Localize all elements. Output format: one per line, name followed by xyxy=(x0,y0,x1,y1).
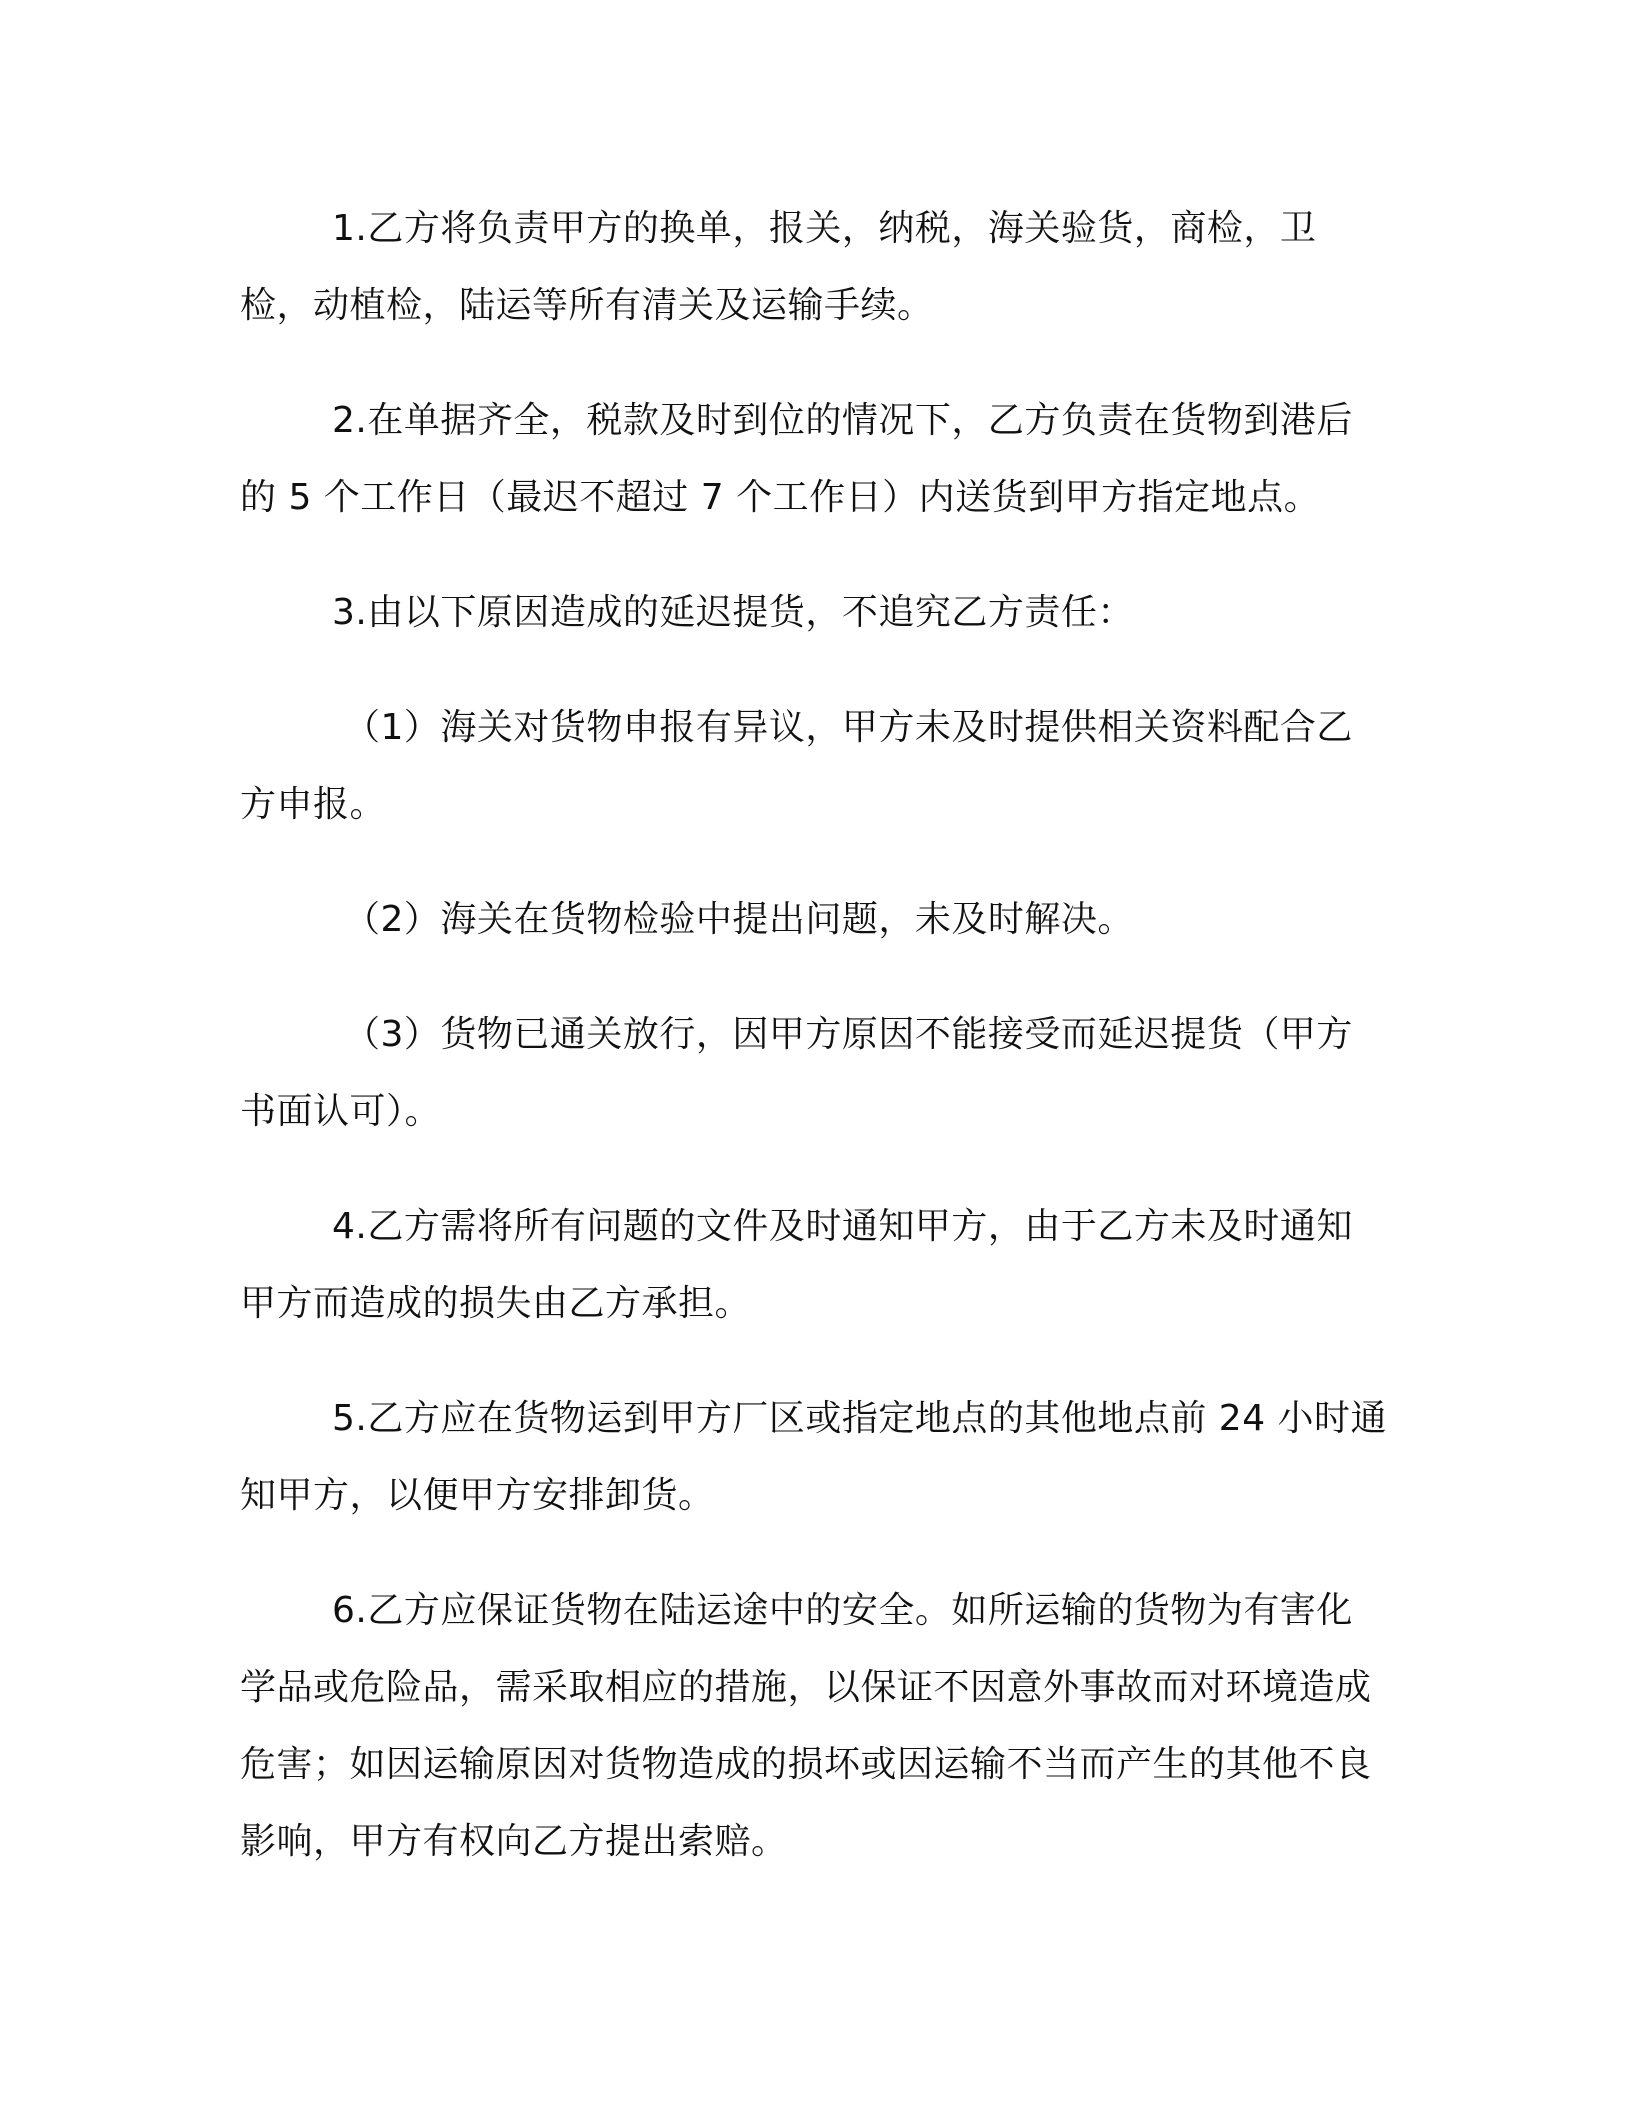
clause-2: 2.在单据齐全，税款及时到位的情况下，乙方负责在货物到港后的 5 个工作日（最迟不超过 7 个工作日）内送货到甲方指定地点。 xyxy=(240,400,1353,518)
clause-3-item-3: （3）货物已通关放行，因甲方原因不能接受而延迟提货（甲方书面认可）。 xyxy=(240,1014,1353,1132)
clause-3: 3.由以下原因造成的延迟提货，不追究乙方责任： xyxy=(332,592,1134,633)
clause-6: 6.乙方应保证货物在陆运途中的安全。如所运输的货物为有害化学品或危险品，需采取相应的措施，以保证不因意外事故而对环境造成危害；如因运输原因对货物造成的损坏或因运输不当而产生的其他不良影响，甲方有权向乙方提出索赔。 xyxy=(240,1590,1372,1862)
document-body xyxy=(240,190,1388,1918)
clause-1: 1.乙方将负责甲方的换单，报关，纳税，海关验货，商检，卫检，动植检，陆运等所有清关及运输手续。 xyxy=(240,208,1317,326)
clause-4: 4.乙方需将所有问题的文件及时通知甲方，由于乙方未及时通知甲方而造成的损失由乙方承担。 xyxy=(240,1206,1353,1324)
clause-3-item-1: （1）海关对货物申报有异议，甲方未及时提供相关资料配合乙方申报。 xyxy=(240,707,1353,825)
clause-3-item-2: （2）海关在货物检验中提出问题，未及时解决。 xyxy=(344,899,1134,940)
clause-5: 5.乙方应在货物运到甲方厂区或指定地点的其他地点前 24 小时通知甲方，以便甲方安排卸货。 xyxy=(240,1398,1388,1516)
